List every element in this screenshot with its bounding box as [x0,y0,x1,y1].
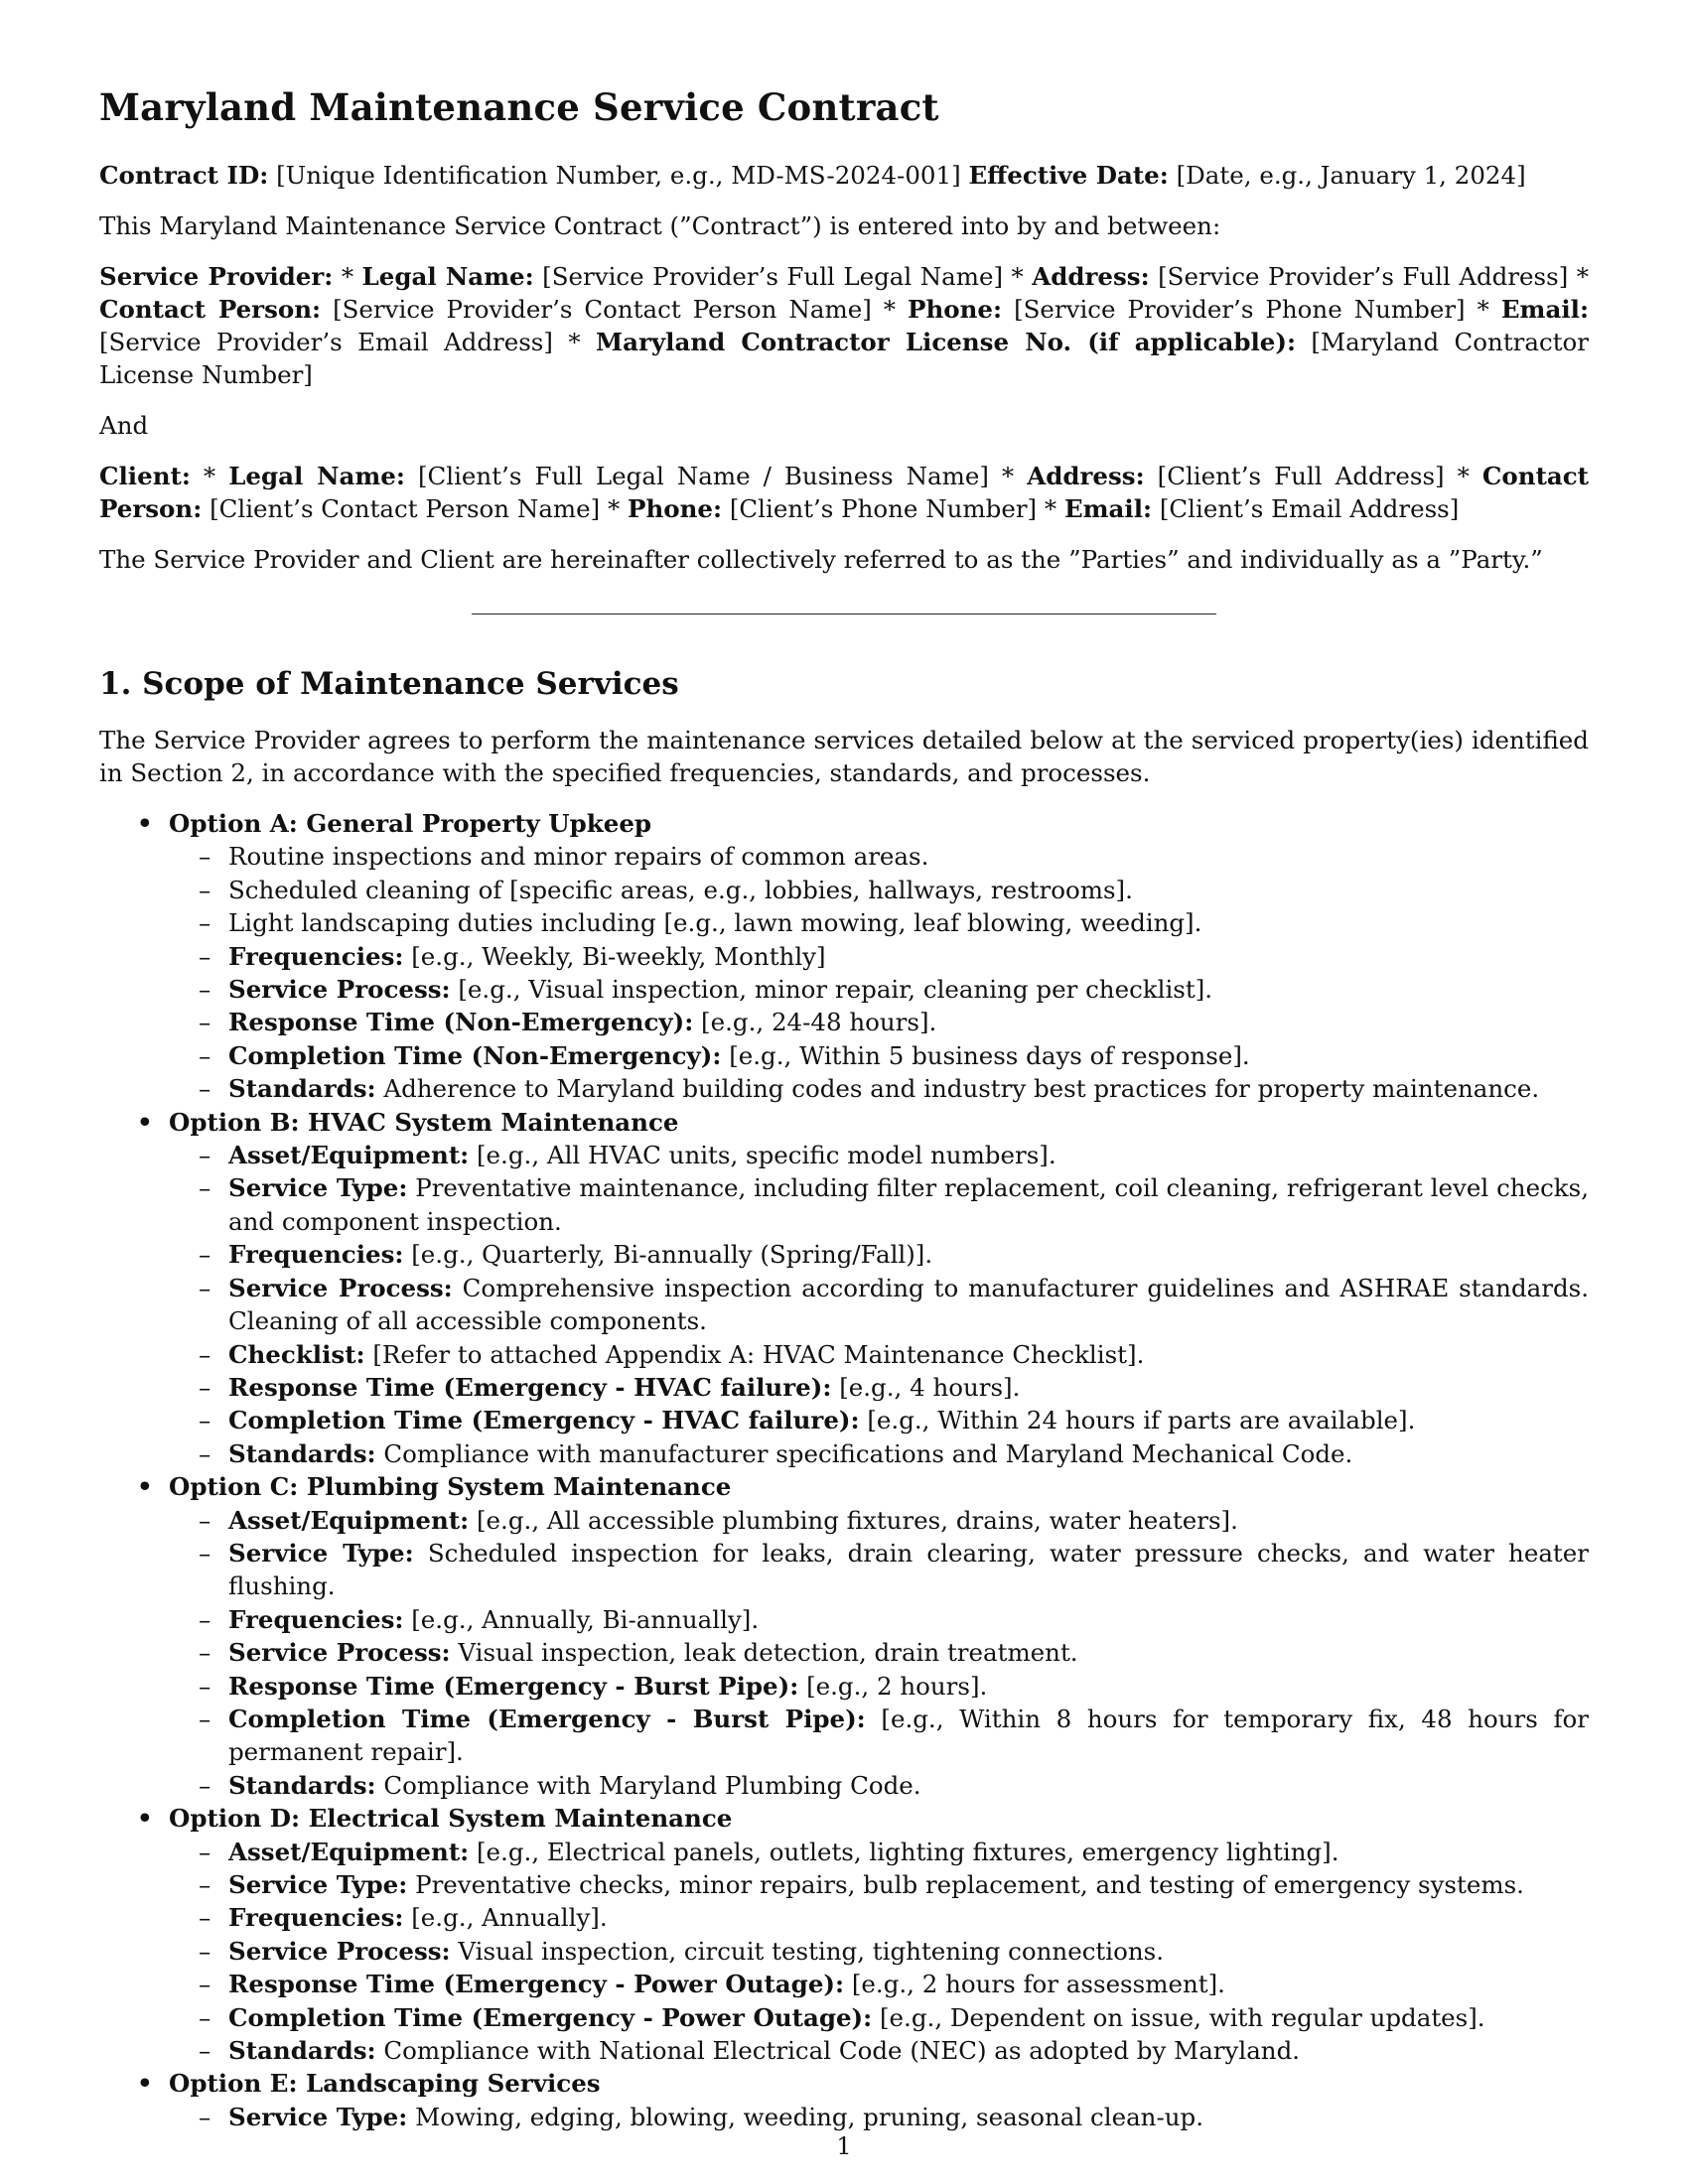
option-detail-item [169,1968,1589,2000]
option-detail-item [169,1338,1589,1371]
provider-field-label: Address: [1032,262,1150,291]
client-field-label: Email: [1063,494,1153,523]
option-detail-item [169,1504,1589,1537]
effective-date-value: [Date, e.g., January 1, 2024] [1176,161,1526,190]
client-field-label: Phone: [628,494,723,523]
option-item [99,1106,1589,1470]
detail-label: Service Type: [228,1173,408,1203]
and-text: And [99,411,149,440]
provider-block: Service Provider: * Legal Name: [Service Provider’s Full Legal Name] * Address: [Service Provider’s Full Address] * Contact Person: [Service Provider’s Contact Person Name] * Phone: [Service Provider’s Phone Number] * Email: [Service Provider’s Email Address] * Maryland Contractor License No. (if applicable): [Maryland Contractor License Number] [99,262,1590,389]
option-title: Option B: HVAC System Maintenance [169,1107,679,1137]
option-detail-item [169,906,1589,939]
client-field-value: [Client’s Full Legal Name / Business Name] [417,462,989,490]
detail-label: Frequencies: [228,1604,404,1634]
option-title: Option A: General Property Upkeep [169,809,652,838]
detail-label: Response Time (Emergency - Power Outage): [228,1970,845,1999]
provider-field-value: [Maryland Contractor License Number] [99,328,1590,389]
provider-field-value: [Service Provider’s Full Legal Name] [542,262,1004,291]
option-detail-item [169,874,1589,906]
provider-field-value: [Service Provider’s Contact Person Name] [333,295,872,324]
provider-field-value: [Service Provider’s Full Address] [1158,262,1569,291]
client-field-value: [Client’s Phone Number] [729,494,1038,523]
detail-text: Routine inspections and minor repairs of common areas. [228,842,929,872]
option-detail-item [169,940,1589,973]
option-detail-item [169,973,1589,1006]
detail-text: Compliance with manufacturer specifications and Maryland Mechanical Code. [383,1438,1353,1468]
option-item [99,1470,1589,1802]
detail-text: [e.g., Electrical panels, outlets, lighting fixtures, emergency lighting]. [477,1837,1339,1866]
effective-date-label: Effective Date: [968,161,1169,190]
detail-text: Scheduled inspection for leaks, drain clearing, water pressure checks, and water heater flushing. [228,1538,1589,1601]
option-details [169,840,1589,1105]
provider-field-label: Contact Person: [99,295,322,324]
option-detail-item [169,2001,1589,2034]
detail-text: Preventative maintenance, including filter replacement, coil cleaning, refrigerant level checks, and component inspection. [228,1173,1589,1236]
detail-text: [e.g., Weekly, Bi-weekly, Monthly] [411,941,826,971]
detail-label: Service Type: [228,1870,408,1899]
detail-text: [e.g., Within 8 hours for temporary fix, 48 hours for permanent repair]. [228,1704,1589,1767]
detail-text: [e.g., All HVAC units, specific model numbers]. [477,1141,1056,1170]
section-1-intro: The Service Provider agrees to perform the maintenance services detailed below at the serviced property(ies) identified in Section 2, in accordance with the specified frequencies, standards, and processes. [99,726,1589,787]
detail-label: Frequencies: [228,1240,404,1270]
option-detail-item [169,1636,1589,1669]
detail-text: [e.g., Within 24 hours if parts are available]. [867,1406,1416,1435]
detail-label: Asset/Equipment: [228,1837,470,1866]
option-detail-item [169,1139,1589,1171]
detail-text: [e.g., 24-48 hours]. [701,1008,937,1037]
detail-label: Standards: [228,2036,376,2066]
detail-text: Compliance with National Electrical Code (NEC) as adopted by Maryland. [383,2036,1301,2066]
detail-text: Mowing, edging, blowing, weeding, pruning, seasonal clean-up. [415,2102,1203,2131]
option-detail-item [169,1006,1589,1038]
option-details [169,1504,1589,1803]
detail-text: Compliance with Maryland Plumbing Code. [383,1770,921,1800]
detail-label: Asset/Equipment: [228,1141,470,1170]
detail-text: Visual inspection, leak detection, drain treatment. [458,1638,1078,1668]
option-detail-item [169,2034,1589,2067]
detail-label: Service Process: [228,1638,451,1668]
option-title: Option D: Electrical System Maintenance [169,1804,733,1834]
provider-field-label: Maryland Contractor License No. (if applicable): [596,328,1296,356]
provider-field-label: Legal Name: [361,262,534,291]
option-detail-item [169,1039,1589,1072]
client-field-value: [Client’s Contact Person Name] [210,494,601,523]
client-field-label: Legal Name: [228,462,405,490]
detail-text: [e.g., Within 5 business days of response]. [729,1040,1250,1070]
client-block: Client: * Legal Name: [Client’s Full Legal Name / Business Name] * Address: [Client’s Full Address] * Contact Person: [Client’s Contact Person Name] * Phone: [Client’s Phone Number] * Email: [Client’s Email Address] [99,462,1590,523]
detail-label: Standards: [228,1074,376,1104]
detail-text: [e.g., Visual inspection, minor repair, cleaning per checklist]. [458,975,1213,1005]
detail-text: Light landscaping duties including [e.g., lawn mowing, leaf blowing, weeding]. [228,908,1202,938]
option-detail-item [169,1537,1589,1603]
provider-field-value: [Service Provider’s Email Address] [99,328,553,356]
detail-label: Completion Time (Non-Emergency): [228,1040,722,1070]
detail-text: [e.g., All accessible plumbing fixtures, drains, water heaters]. [477,1505,1238,1535]
option-detail-item [169,2101,1589,2133]
parties-paragraph: The Service Provider and Client are hereinafter collectively referred to as the ”Parties” and individually as a ”Party.” [99,545,1543,574]
option-detail-item [169,1901,1589,1934]
option-detail-item [169,1072,1589,1105]
option-detail-item [169,1272,1589,1338]
option-detail-item [169,1437,1589,1470]
client-field-value: [Client’s Full Address] [1157,462,1445,490]
detail-label: Service Process: [228,975,451,1005]
detail-label: Service Process: [228,1273,453,1302]
detail-label: Response Time (Emergency - Burst Pipe): [228,1671,799,1701]
detail-text: [e.g., Annually]. [411,1903,608,1933]
client-heading: Client: [99,462,191,490]
detail-label: Service Type: [228,1538,414,1568]
detail-label: Frequencies: [228,941,404,971]
client-field-label: Contact Person: [99,462,1590,523]
option-detail-item [169,1769,1589,1802]
option-title: Option C: Plumbing System Maintenance [169,1472,732,1502]
document-title: Maryland Maintenance Service Contract [99,85,939,129]
detail-text: [e.g., Annually, Bi-annually]. [411,1604,760,1634]
option-detail-item [169,1670,1589,1703]
option-detail-item [169,840,1589,873]
detail-text: Comprehensive inspection according to manufacturer guidelines and ASHRAE standards. Cleaning of all accessible components. [228,1273,1589,1336]
option-detail-item [169,1703,1589,1769]
option-detail-item [169,1371,1589,1404]
intro-paragraph: This Maryland Maintenance Service Contract (”Contract”) is entered into by and between: [99,211,1221,240]
detail-text: [e.g., 2 hours for assessment]. [851,1970,1225,1999]
detail-label: Completion Time (Emergency - HVAC failure): [228,1406,860,1435]
detail-text: Scheduled cleaning of [specific areas, e.g., lobbies, hallways, restrooms]. [228,875,1133,904]
provider-field-label: Phone: [908,295,1003,324]
option-item [99,1802,1589,2067]
detail-text: [Refer to attached Appendix A: HVAC Maintenance Checklist]. [372,1339,1145,1369]
option-detail-item [169,1171,1589,1238]
provider-field-label: Email: [1500,295,1590,324]
option-details [169,1139,1589,1470]
detail-text: [e.g., Quarterly, Bi-annually (Spring/Fall)]. [411,1240,933,1270]
detail-text: Visual inspection, circuit testing, tightening connections. [458,1936,1164,1966]
options-list [99,807,1589,2133]
detail-label: Frequencies: [228,1903,404,1933]
option-details [169,2101,1589,2133]
detail-text: Preventative checks, minor repairs, bulb replacement, and testing of emergency systems. [415,1870,1524,1899]
detail-label: Checklist: [228,1339,365,1369]
option-title: Option E: Landscaping Services [169,2069,601,2099]
client-field-value: [Client’s Email Address] [1159,494,1460,523]
provider-field-value: [Service Provider’s Phone Number] [1014,295,1466,324]
detail-text: Adherence to Maryland building codes and industry best practices for property maintenance. [383,1074,1540,1104]
detail-label: Completion Time (Emergency - Burst Pipe): [228,1704,866,1733]
detail-label: Standards: [228,1770,376,1800]
detail-label: Response Time (Non-Emergency): [228,1008,694,1037]
provider-heading: Service Provider: [99,262,334,291]
contract-id-label: Contract ID: [99,161,269,190]
option-detail-item [169,1238,1589,1271]
client-field-label: Address: [1027,462,1145,490]
option-item [99,2067,1589,2133]
option-detail-item [169,1935,1589,1968]
contract-id-line [99,159,1589,192]
option-detail-item [169,1868,1589,1901]
option-detail-item [169,1836,1589,1868]
page-number: 1 [836,2132,852,2160]
detail-label: Asset/Equipment: [228,1505,470,1535]
detail-label: Completion Time (Emergency - Power Outage): [228,2002,873,2032]
detail-text: [e.g., Dependent on issue, with regular updates]. [880,2002,1485,2032]
document-page [99,85,1589,2133]
option-item [99,807,1589,1106]
option-detail-item [169,1603,1589,1636]
section-1-heading: 1. Scope of Maintenance Services [99,666,679,702]
detail-text: [e.g., 2 hours]. [806,1671,988,1701]
contract-id-value: [Unique Identification Number, e.g., MD-MS-2024-001] [276,161,961,190]
detail-text: [e.g., 4 hours]. [839,1372,1021,1402]
detail-label: Response Time (Emergency - HVAC failure): [228,1372,832,1402]
option-details [169,1836,1589,2068]
detail-label: Service Process: [228,1936,451,1966]
option-detail-item [169,1404,1589,1436]
detail-label: Service Type: [228,2102,408,2131]
detail-label: Standards: [228,1438,376,1468]
